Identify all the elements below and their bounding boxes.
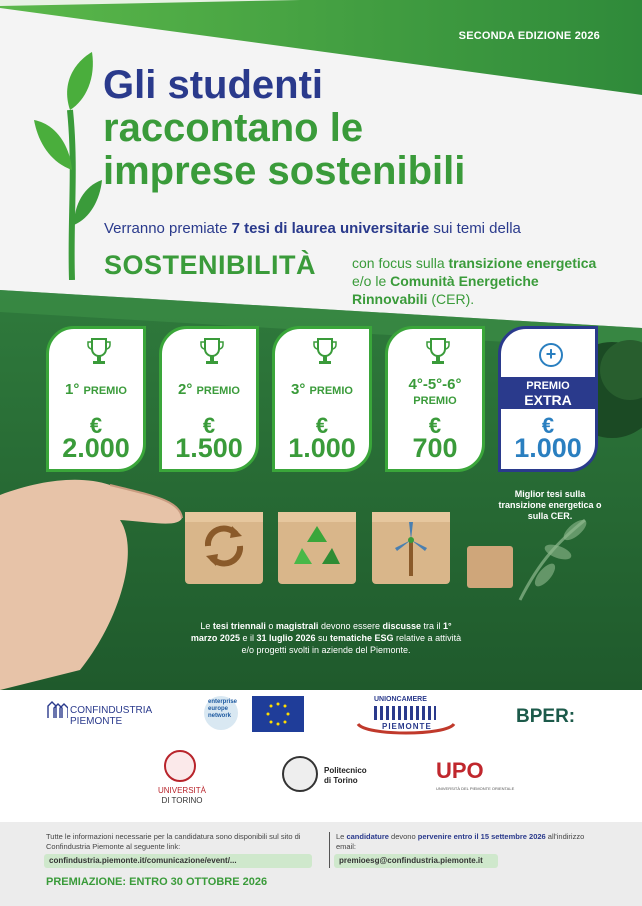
prize-currency: €: [315, 413, 329, 438]
extra-label-1: PREMIO: [526, 380, 570, 392]
recycle-icon: [200, 522, 248, 570]
prize-card-3: [272, 326, 372, 472]
title-line-1: Gli studenti: [103, 63, 323, 107]
upo-text: UPO: [436, 758, 484, 783]
prize-place: 3° PREMIO: [291, 381, 353, 398]
unioncamere-text-2: PIEMONTE: [382, 722, 432, 731]
unito-seal-icon: [164, 750, 196, 782]
bper-logo: BPER:: [516, 706, 576, 727]
extra-label-2: EXTRA: [524, 392, 572, 408]
prize-card-extra: [498, 326, 598, 472]
prize-amount: 1.000: [514, 433, 582, 463]
confindustria-text-2: PIEMONTE: [70, 716, 123, 727]
een-text-1: enterprise: [208, 699, 238, 705]
focus-bold-1: transizione energetica: [448, 255, 597, 271]
extra-band: [498, 377, 598, 409]
focus-mid: e/o le: [352, 273, 391, 289]
footer-link-left[interactable]: confindustria.piemonte.it/comunicazione/event/...: [44, 854, 312, 868]
footer: [0, 822, 642, 906]
footer-divider: [329, 832, 330, 868]
unioncamere-columns: [374, 706, 436, 720]
prize-amount: 1.000: [288, 433, 356, 463]
intro-text: [104, 220, 521, 237]
prize-currency: €: [541, 413, 555, 438]
premiazione: [46, 876, 267, 888]
unito-text-1: UNIVERSITÀ: [157, 786, 206, 795]
polito-text-2: di Torino: [324, 776, 358, 785]
footer-info-right: Le candidature devono pervenire entro il 15 settembre 2026 all'indirizzo email:: [336, 832, 585, 851]
premiazione-value: ENTRO 30 OTTOBRE 2026: [129, 876, 268, 888]
prize-card-4: [385, 326, 485, 472]
trophy-icon: [86, 337, 112, 367]
prize-place: 2° PREMIO: [178, 381, 240, 398]
confindustria-text-1: CONFINDUSTRIA: [70, 705, 153, 716]
upo-subtext: UNIVERSITÀ DEL PIEMONTE ORIENTALE: [436, 786, 515, 791]
focus-bold-2: Comunità Energetiche Rinnovabili: [352, 273, 539, 307]
prize-currency: €: [428, 413, 442, 438]
unioncamere-text-1: UNIONCAMERE: [374, 696, 427, 703]
focus-post: (CER).: [427, 291, 475, 307]
intro-bold: 7 tesi di laurea universitarie: [231, 220, 430, 237]
eligibility-conditions: Le tesi triennali o magistrali devono essere discusse tra il 1° marzo 2025 e il 31 luglio 2026 su tematiche ESG relative a attività e/o progetti svolti in aziende del Piemonte.: [190, 621, 462, 655]
unito-logo: [152, 750, 212, 810]
prize-amount: 1.500: [175, 433, 243, 463]
title-line-3: imprese sostenibili: [103, 149, 466, 193]
eu-flag-icon: [252, 696, 304, 732]
wind-turbine-icon: [388, 520, 434, 578]
trophy-icon: [312, 337, 338, 367]
prize-place: 1° PREMIO: [65, 381, 127, 398]
polito-seal-icon: [282, 756, 318, 792]
trophy-icon: [199, 337, 225, 367]
unioncamere-logo: [356, 696, 456, 736]
een-text-2: europe: [208, 706, 229, 712]
polito-text-1: Politecnico: [324, 766, 367, 775]
confindustria-mark-icon: [46, 700, 68, 720]
partner-logos: [0, 690, 642, 822]
focus-pre: con focus sulla: [352, 255, 449, 271]
prize-card-1: [46, 326, 146, 472]
intro-pre: Verranno premiate: [104, 220, 232, 237]
een-logo: [200, 696, 310, 732]
recycle-icon: [292, 522, 342, 572]
polito-logo: [282, 756, 372, 796]
intro-post: sui temi della: [429, 220, 521, 237]
footer-email-link[interactable]: premioesg@confindustria.piemonte.it: [334, 854, 498, 868]
theme-title: SOSTENIBILITÀ: [104, 250, 317, 280]
upo-logo: [436, 758, 516, 798]
premiazione-label: PREMIAZIONE:: [46, 876, 127, 888]
prize-currency: €: [202, 413, 216, 438]
prize-place: 4°-5°-6° PREMIO: [408, 376, 462, 407]
prize-amount: 2.000: [62, 433, 130, 463]
extra-prize-note: Miglior tesi sulla transizione energetica o sulla CER.: [498, 489, 602, 521]
prize-currency: €: [89, 413, 103, 438]
een-text-3: network: [208, 713, 232, 719]
title-line-2: raccontano le: [103, 106, 364, 150]
prize-card-2: [159, 326, 259, 472]
edition-label: SECONDA EDIZIONE 2026: [458, 30, 600, 42]
footer-info-left: Tutte le informazioni necessarie per la candidatura sono disponibili sul sito di Confindustria Piemonte al seguente link:: [46, 832, 301, 851]
prize-amount: 700: [412, 433, 458, 463]
unito-text-2: DI TORINO: [161, 796, 203, 805]
unioncamere-arc-icon: [356, 722, 456, 736]
page-title: [103, 64, 465, 193]
plus-icon: +: [539, 343, 563, 367]
trophy-icon: [425, 337, 451, 367]
plant-icon: [30, 50, 105, 280]
